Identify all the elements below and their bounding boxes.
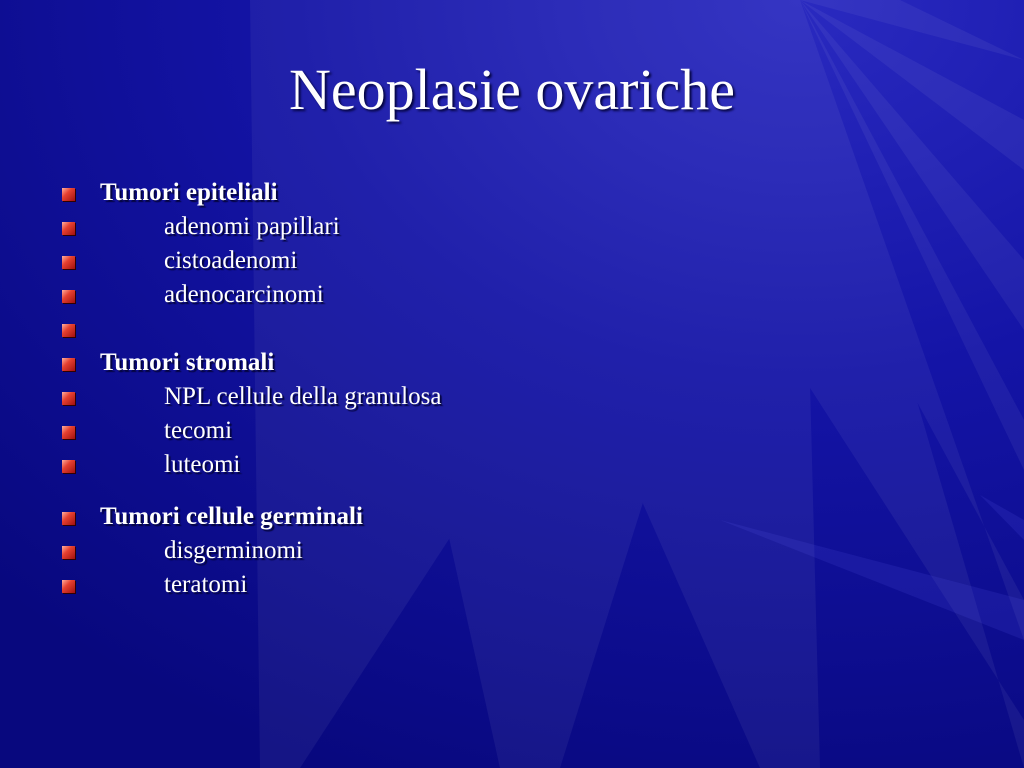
bullet-square-icon bbox=[62, 392, 75, 405]
bullet-square-icon bbox=[62, 324, 75, 337]
list-item bbox=[60, 214, 520, 240]
bullet-square-icon bbox=[62, 188, 75, 201]
bullet-square-icon bbox=[62, 358, 75, 371]
bullet-square-icon bbox=[62, 426, 75, 439]
bullet-square-icon bbox=[62, 290, 75, 303]
bullet-list bbox=[60, 180, 520, 606]
list-heading-item bbox=[60, 180, 520, 206]
list-item-text: disgerminomi bbox=[164, 537, 303, 564]
bullet-square-icon bbox=[62, 546, 75, 559]
list-item-text: Tumori epiteliali bbox=[100, 179, 278, 206]
bullet-square-icon bbox=[62, 580, 75, 593]
list-heading-item bbox=[60, 504, 520, 530]
list-item bbox=[60, 384, 520, 410]
list-item bbox=[60, 452, 520, 478]
list-item bbox=[60, 248, 520, 274]
list-item-text: NPL cellule della granulosa bbox=[164, 383, 442, 410]
list-item bbox=[60, 572, 520, 598]
bullet-square-icon bbox=[62, 512, 75, 525]
list-item bbox=[60, 418, 520, 444]
list-item bbox=[60, 282, 520, 308]
list-item-text: adenocarcinomi bbox=[164, 281, 324, 308]
list-item bbox=[60, 538, 520, 564]
list-heading-item bbox=[60, 350, 520, 376]
list-item-text: luteomi bbox=[164, 451, 241, 478]
list-item-text: Tumori stromali bbox=[100, 349, 275, 376]
bullet-square-icon bbox=[62, 256, 75, 269]
list-item-text: Tumori cellule germinali bbox=[100, 503, 363, 530]
bullet-square-icon bbox=[62, 460, 75, 473]
list-item-text: cistoadenomi bbox=[164, 247, 298, 274]
list-item-text: tecomi bbox=[164, 417, 233, 444]
list-item-text: adenomi papillari bbox=[164, 213, 340, 240]
bullet-square-icon bbox=[62, 222, 75, 235]
list-item-text: teratomi bbox=[164, 571, 248, 598]
list-item bbox=[60, 316, 520, 342]
slide-title: Neoplasie ovariche bbox=[288, 57, 736, 122]
